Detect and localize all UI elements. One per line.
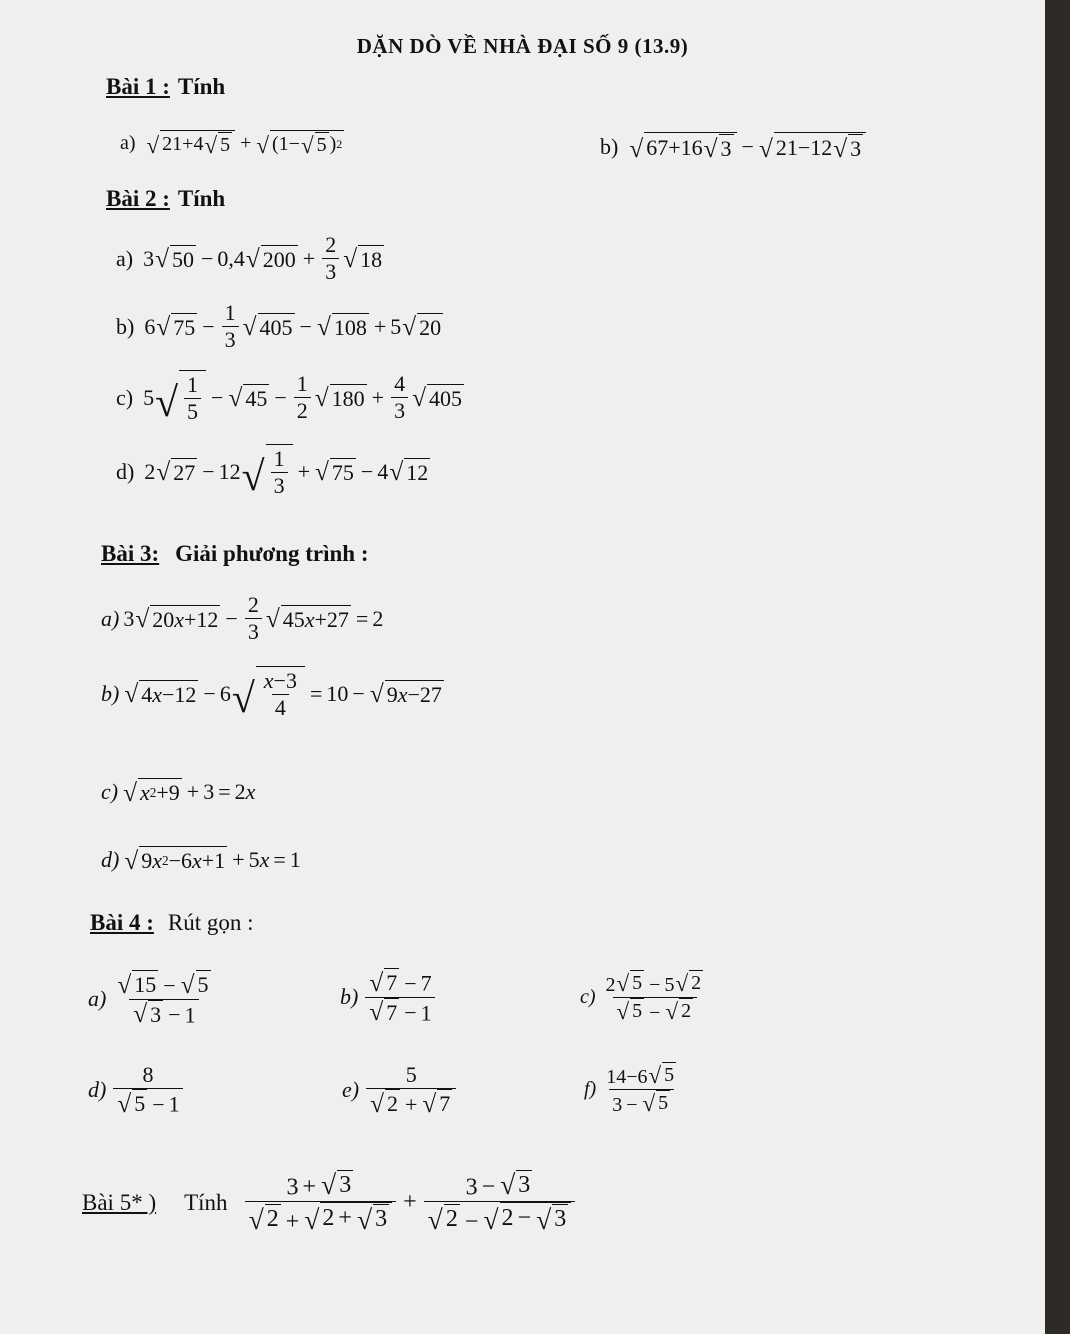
exercise-3a: a) 3 √ 20 x +12 − $\frac{2}{3}$ √ 45 x +27 = 2 <box>101 592 384 644</box>
exercise-1b: b) √ 67+16 √ 3 − √ 21−12 √ 3 <box>600 132 867 162</box>
exercise-4b: b) √ 7 − 7 √ 7 − 1 <box>340 968 438 1026</box>
exercise-3d: d) √ 9 x 2 −6 x +1 + 5 x = 1 <box>101 846 301 875</box>
exercise-2b: b) 6 √ 75 − $\frac{1}{3}$ √ 405 − √ 108 + 5 √ 20 <box>116 300 442 352</box>
exercise-4c: c) 2 √ 5 − 5 √ 2 √ 5 − √ 2 <box>580 971 702 1024</box>
exercise-2-heading: Bài 2 : Tính <box>106 186 226 211</box>
exercise-4d: d) 8 √ 5 − 1 <box>88 1062 186 1118</box>
exercise-1a: a) √ 21+4 √ 5 + √ (1− √ 5 ) 2 <box>120 132 343 158</box>
exercise-2d: d) 2 √ 27 − 12 √ 1 3 + √ 75 − 4 √ 12 <box>116 446 429 501</box>
exercise-2a: a) 3 √ 50 − 0,4 √ 200 + $\frac{2}{3}$ √ 18 <box>116 232 383 284</box>
exercise-4f: f) 14−6 √ 5 3 − √ 5 <box>584 1063 675 1116</box>
exercise-3b: b) √ 4 x −12 − 6 √ x−3 4 = 10 − √ 9 x −27 <box>101 668 442 723</box>
exercise-4e: e) 5 √ 2 + √ 7 <box>342 1062 459 1118</box>
exercise-3c: c) √ x 2 +9 + 3 = 2 x <box>101 778 256 807</box>
exercise-4a: a) √ 15 − √ 5 √ 3 − 1 <box>88 970 209 1029</box>
exercise-5: Bài 5* ) Tính 3 + √ 3 √ 2 + √ 2 + √ 3 + 3 − √ 3 √ 2 − √ 2 − √ 3 <box>82 1170 578 1236</box>
exercise-3-heading: Bài 3: Giải phương trình : <box>101 541 369 566</box>
exercise-4-heading: Bài 4 : Rút gọn : <box>90 910 254 935</box>
exercise-1-heading: Bài 1 : Tính <box>106 74 226 99</box>
exercise-2c: c) 5 √ 1 5 − √ 45 − $\frac{1}{2}$ √ 180 + $\frac{4}{3}$ √ 405 <box>116 371 462 427</box>
page-title: DẶN DÒ VỀ NHÀ ĐẠI SỐ 9 (13.9) <box>356 34 689 58</box>
